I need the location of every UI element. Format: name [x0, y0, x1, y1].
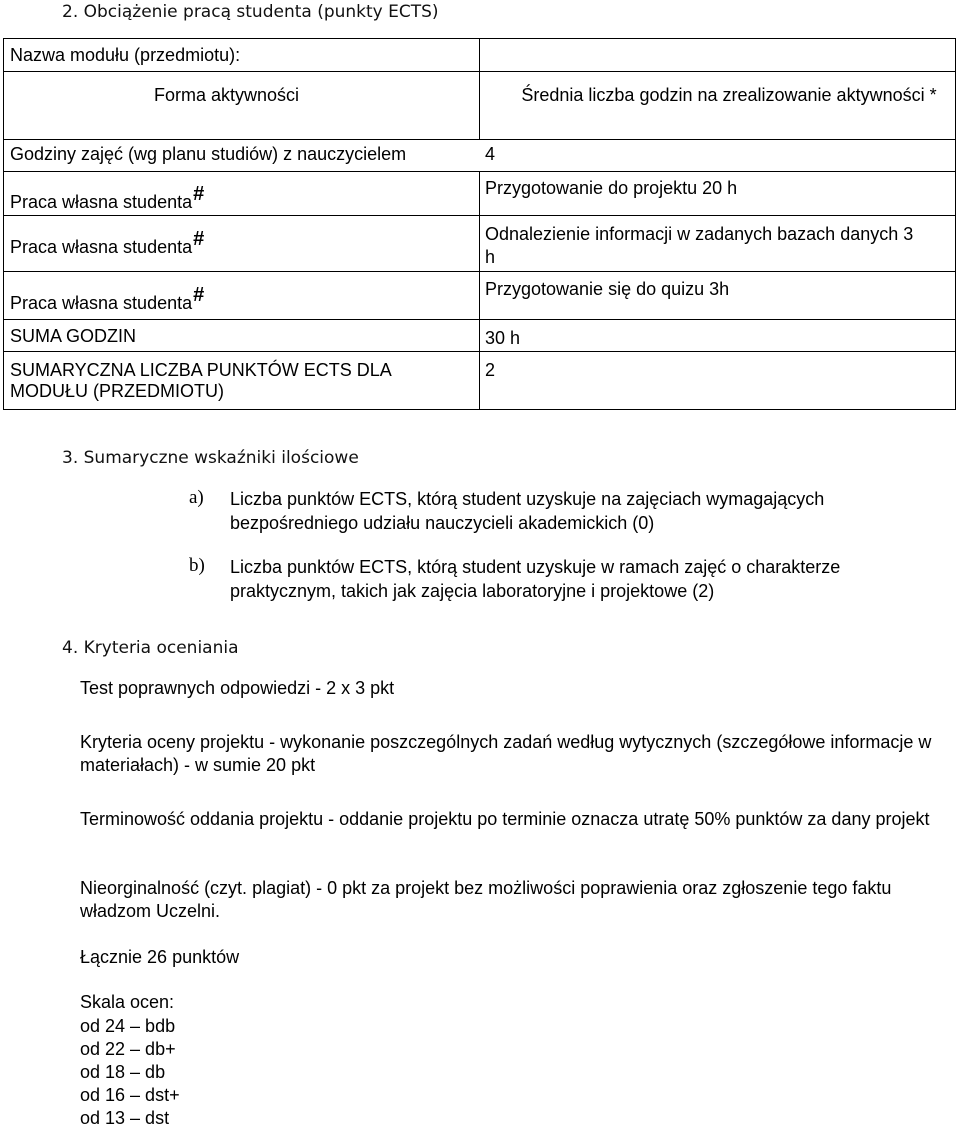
criteria-timeliness: Terminowość oddania projektu - oddanie projektu po terminie oznacza utratę 50% punktów za dany projekt [80, 809, 930, 829]
criteria-total: Łącznie 26 punktów [80, 947, 240, 967]
list-marker: b) [189, 555, 205, 576]
row-label-self-study: Praca własna studenta# [10, 284, 205, 313]
activity-form-header: Forma aktywności [154, 85, 300, 105]
criteria-quiz: Test poprawnych odpowiedzi - 2 x 3 pkt [80, 678, 395, 698]
list-marker: a) [189, 487, 204, 508]
table-divider [4, 139, 955, 140]
grade-scale-item: od 24 – bdb [80, 1016, 176, 1036]
grade-scale-item: od 16 – dst+ [80, 1085, 180, 1105]
row-value-ects-total: 2 [485, 360, 496, 380]
grade-scale-item: od 22 – db+ [80, 1039, 176, 1059]
grade-scale-title: Skala ocen: [80, 992, 175, 1012]
row-label-self-study: Praca własna studenta# [10, 228, 205, 257]
row-label-self-study: Praca własna studenta# [10, 183, 205, 212]
criteria-originality: Nieorginalność (czyt. plagiat) - 0 pkt za projekt bez możliwości poprawienia oraz zgłoszenie tego faktu władzom Uczelni. [80, 878, 892, 921]
row-value-quiz-prep: Przygotowanie się do quizu 3h [485, 279, 730, 299]
row-label-contact-hours: Godziny zajęć (wg planu studiów) z nauczycielem [10, 144, 407, 164]
list-item: Liczba punktów ECTS, którą student uzyskuje na zajęciach wymagających bezpośredniego udziału nauczycieli akademickich (0) [230, 489, 825, 533]
section-3-heading: 3. Sumaryczne wskaźniki ilościowe [62, 448, 359, 468]
section-4-heading: 4. Kryteria oceniania [62, 638, 239, 658]
table-divider [479, 171, 480, 409]
avg-hours-header: Średnia liczba godzin na zrealizowanie aktywności * [521, 85, 937, 105]
ects-workload-table [3, 38, 956, 410]
row-value-database-search: Odnalezienie informacji w zadanych bazach danych 3 h [485, 224, 914, 267]
row-label-total-hours: SUMA GODZIN [10, 326, 137, 346]
row-value-project-prep: Przygotowanie do projektu 20 h [485, 178, 738, 198]
row-label-ects-total: SUMARYCZNA LICZBA PUNKTÓW ECTS DLA MODUŁU (PRZEDMIOTU) [10, 360, 391, 401]
module-name-label: Nazwa modułu (przedmiotu): [10, 45, 241, 65]
table-divider [479, 39, 480, 139]
list-item: Liczba punktów ECTS, którą student uzyskuje w ramach zajęć o charakterze praktycznym, takich jak zajęcia laboratoryjne i projektowe (2) [230, 557, 841, 601]
row-value-contact-hours: 4 [485, 144, 496, 164]
row-value-total-hours: 30 h [485, 328, 521, 348]
criteria-project: Kryteria oceny projektu - wykonanie poszczególnych zadań według wytycznych (szczegółowe informacje w materiałach) - w sumie 20 pkt [80, 732, 932, 775]
section-2-heading: 2. Obciążenie pracą studenta (punkty ECTS) [62, 2, 439, 22]
grade-scale-item: od 13 – dst [80, 1108, 170, 1128]
grade-scale-item: od 18 – db [80, 1062, 166, 1082]
